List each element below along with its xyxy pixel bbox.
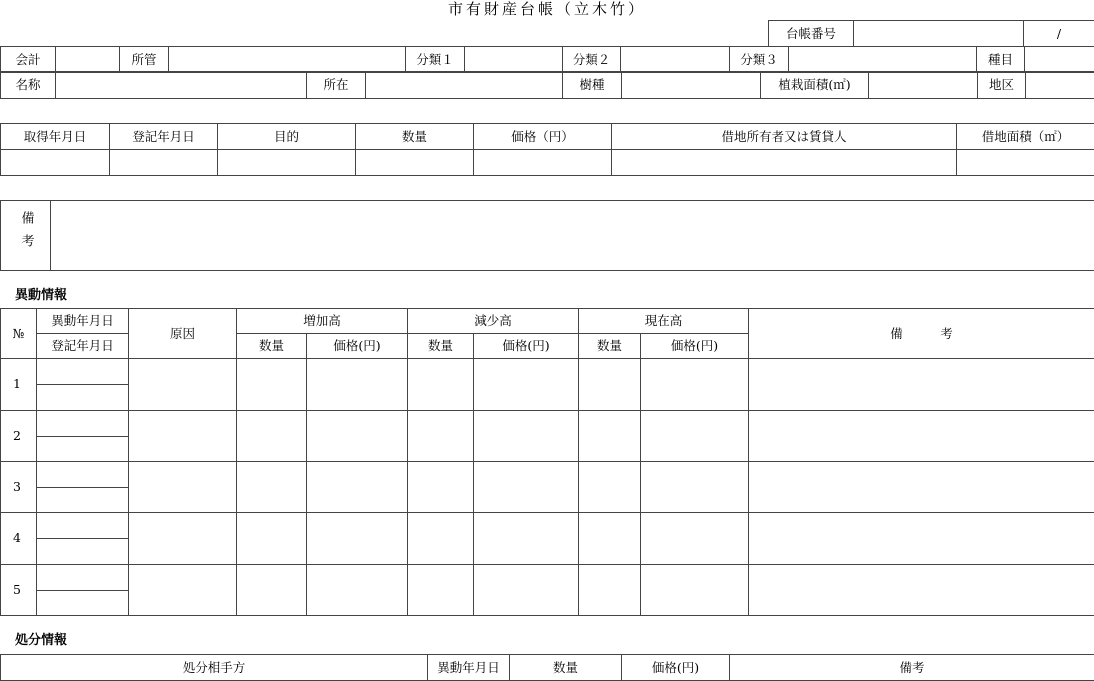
quantity-field[interactable]	[356, 150, 474, 176]
lessor-header: 借地所有者又は賃貸人	[612, 124, 957, 150]
bunrui3-field[interactable]	[789, 47, 977, 73]
bunrui1-field[interactable]	[465, 47, 563, 73]
disposal-section-title: 処分情報	[15, 633, 67, 649]
chiku-label: 地区	[978, 72, 1026, 99]
increase-price-field[interactable]	[307, 513, 408, 564]
disposal-party-header: 処分相手方	[1, 655, 428, 681]
current-price-field[interactable]	[641, 564, 749, 615]
movement-reg-date-field[interactable]	[37, 590, 129, 615]
movement-date-field[interactable]	[37, 461, 129, 487]
jushu-label: 樹種	[563, 72, 622, 99]
movement-date-header: 異動年月日	[37, 309, 129, 334]
shokusai-field[interactable]	[869, 72, 978, 99]
purpose-field[interactable]	[218, 150, 356, 176]
current-qty-field[interactable]	[579, 359, 641, 410]
movement-row-number: 3	[1, 461, 37, 512]
decrease-price-field[interactable]	[474, 513, 579, 564]
increase-price-header: 価格(円)	[307, 334, 408, 359]
movement-row-number: 1	[1, 359, 37, 410]
decrease-price-field[interactable]	[474, 461, 579, 512]
movement-remarks-field[interactable]	[749, 461, 1094, 512]
movement-reg-date-field[interactable]	[37, 488, 129, 513]
current-price-field[interactable]	[641, 513, 749, 564]
movement-remarks-field[interactable]	[749, 359, 1094, 410]
jushu-field[interactable]	[622, 72, 761, 99]
decrease-qty-field[interactable]	[408, 564, 474, 615]
bunrui2-label: 分類２	[563, 47, 621, 73]
acq-date-field[interactable]	[1, 150, 110, 176]
reason-header: 原因	[129, 309, 237, 359]
decrease-qty-field[interactable]	[408, 513, 474, 564]
disposal-table	[0, 654, 1094, 681]
movement-remarks-field[interactable]	[749, 564, 1094, 615]
shokusai-label: 植栽面積(㎡)	[761, 72, 869, 99]
movement-date-field[interactable]	[37, 564, 129, 590]
shokan-field[interactable]	[169, 47, 406, 73]
remarks-field[interactable]	[51, 201, 1094, 271]
movement-date-field[interactable]	[37, 513, 129, 539]
increase-qty-field[interactable]	[237, 359, 307, 410]
remarks-table	[0, 200, 1094, 271]
decrease-qty-field[interactable]	[408, 359, 474, 410]
increase-qty-field[interactable]	[237, 461, 307, 512]
reg-date-header: 登記年月日	[110, 124, 218, 150]
movement-section-title: 異動情報	[15, 288, 67, 304]
movement-reg-date-field[interactable]	[37, 539, 129, 564]
current-qty-field[interactable]	[579, 461, 641, 512]
ledger-page-field[interactable]: /	[1024, 21, 1094, 47]
increase-qty-field[interactable]	[237, 513, 307, 564]
current-qty-header: 数量	[579, 334, 641, 359]
current-price-field[interactable]	[641, 410, 749, 461]
kaikei-field[interactable]	[56, 47, 120, 73]
page-title: 市有財産台帳（立木竹）	[0, 0, 1094, 18]
current-price-field[interactable]	[641, 359, 749, 410]
reason-field[interactable]	[129, 461, 237, 512]
increase-price-field[interactable]	[307, 461, 408, 512]
reason-field[interactable]	[129, 359, 237, 410]
movement-row-number: 2	[1, 410, 37, 461]
disposal-price-header: 価格(円)	[622, 655, 730, 681]
increase-qty-field[interactable]	[237, 410, 307, 461]
remarks-label: 備考	[19, 211, 33, 257]
movement-date-field[interactable]	[37, 359, 129, 385]
increase-price-field[interactable]	[307, 564, 408, 615]
current-header: 現在高	[579, 309, 749, 334]
acq-date-header: 取得年月日	[1, 124, 110, 150]
reg-date-field[interactable]	[110, 150, 218, 176]
movement-row-number: 5	[1, 564, 37, 615]
header-row-1	[0, 46, 1094, 73]
kaikei-label: 会計	[1, 47, 56, 73]
movement-reg-date-field[interactable]	[37, 436, 129, 461]
increase-header: 増加高	[237, 309, 408, 334]
movement-date-field[interactable]	[37, 410, 129, 436]
remarks-label-cell	[1, 201, 51, 271]
shozai-field[interactable]	[366, 72, 563, 99]
acquisition-table	[0, 123, 1094, 176]
decrease-price-field[interactable]	[474, 564, 579, 615]
increase-price-field[interactable]	[307, 359, 408, 410]
movement-remarks-field[interactable]	[749, 410, 1094, 461]
chiku-field[interactable]	[1026, 72, 1094, 99]
decrease-qty-field[interactable]	[408, 410, 474, 461]
movement-reg-date-header: 登記年月日	[37, 334, 129, 359]
header-grid	[0, 46, 1094, 98]
movement-table	[0, 308, 1094, 616]
shokan-label: 所管	[120, 47, 169, 73]
current-qty-field[interactable]	[579, 564, 641, 615]
increase-qty-header: 数量	[237, 334, 307, 359]
meisho-field[interactable]	[56, 72, 307, 99]
bunrui3-label: 分類３	[730, 47, 789, 73]
shozai-label: 所在	[307, 72, 366, 99]
movement-remarks-field[interactable]	[749, 513, 1094, 564]
bunrui1-label: 分類１	[406, 47, 465, 73]
reason-field[interactable]	[129, 410, 237, 461]
quantity-header: 数量	[356, 124, 474, 150]
ledger-number-label: 台帳番号	[769, 21, 854, 47]
disposal-remarks-header: 備考	[730, 655, 1094, 681]
current-price-field[interactable]	[641, 461, 749, 512]
lessor-field[interactable]	[612, 150, 957, 176]
decrease-qty-header: 数量	[408, 334, 474, 359]
decrease-price-header: 価格(円)	[474, 334, 579, 359]
purpose-header: 目的	[218, 124, 356, 150]
increase-qty-field[interactable]	[237, 564, 307, 615]
current-qty-field[interactable]	[579, 410, 641, 461]
disposal-qty-header: 数量	[510, 655, 622, 681]
movement-row-number: 4	[1, 513, 37, 564]
decrease-price-field[interactable]	[474, 359, 579, 410]
meisho-label: 名称	[1, 72, 56, 99]
reason-field[interactable]	[129, 513, 237, 564]
price-header: 価格（円）	[474, 124, 612, 150]
no-header: №	[1, 309, 37, 359]
decrease-header: 減少高	[408, 309, 579, 334]
decrease-price-field[interactable]	[474, 410, 579, 461]
ledger-number-field[interactable]	[854, 21, 1024, 47]
current-qty-field[interactable]	[579, 513, 641, 564]
header-row-2	[0, 71, 1094, 99]
leased-area-header: 借地面積（㎡）	[957, 124, 1094, 150]
disposal-date-header: 異動年月日	[428, 655, 510, 681]
bunrui2-field[interactable]	[621, 47, 730, 73]
decrease-qty-field[interactable]	[408, 461, 474, 512]
ledger-number-table	[768, 20, 1094, 47]
price-field[interactable]	[474, 150, 612, 176]
reason-field[interactable]	[129, 564, 237, 615]
increase-price-field[interactable]	[307, 410, 408, 461]
movement-reg-date-field[interactable]	[37, 385, 129, 410]
shumoku-field[interactable]	[1025, 47, 1094, 73]
current-price-header: 価格(円)	[641, 334, 749, 359]
shumoku-label: 種目	[977, 47, 1025, 73]
leased-area-field[interactable]	[957, 150, 1094, 176]
movement-remarks-header: 備 考	[749, 309, 1094, 359]
